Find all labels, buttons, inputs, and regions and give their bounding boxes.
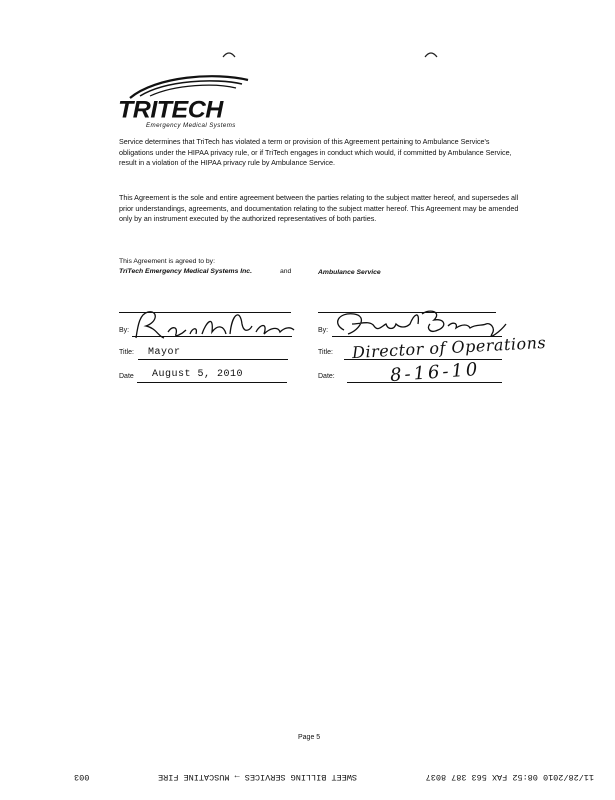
party-right: Ambulance Service	[318, 269, 381, 276]
left-title-line	[138, 359, 288, 360]
right-by-label: By:	[318, 327, 329, 334]
logo-tagline: Emergency Medical Systems	[146, 122, 236, 129]
tritech-logo	[118, 70, 263, 132]
left-date-value: August 5, 2010	[152, 369, 244, 380]
left-title-value: Mayor	[148, 347, 181, 358]
left-signature	[128, 304, 298, 344]
fax-timestamp: 11/28/2010 08:52 FAX 563 387 8037	[425, 772, 594, 782]
paragraph-entire-agreement: This Agreement is the sole and entire agreement between the parties relating to the subject matter hereof, and supersedes all prior understandings, agreements, and documentation relating to the subject matter hereof. This Agreement may be amended only by an instrument executed by the authorized representatives of both parties.	[119, 193, 519, 223]
paragraph-termination: Service determines that TriTech has violated a term or provision of this Agreement pertaining to Ambulance Service's obligations under the HIPAA privacy rule, or if TriTech engages in conduct which would, if committed by Ambulance Service, result in a violation of the HIPAA privacy rule by Ambulance Service.	[119, 137, 512, 167]
punch-mark-left	[222, 50, 236, 58]
punch-mark-right	[424, 50, 438, 58]
agreed-heading: This Agreement is agreed to by:	[119, 258, 215, 265]
fax-route: SWEET BILLING SERVICES → MUSCATINE FIRE	[158, 772, 357, 782]
right-date-label: Date:	[318, 373, 335, 380]
right-title-value: Director of Operations	[351, 332, 547, 363]
left-date-label: Date	[119, 373, 134, 380]
logo-wordmark: TRITECH	[118, 96, 223, 124]
right-date-value: 8-16-10	[389, 358, 482, 387]
left-by-label: By:	[119, 327, 130, 334]
party-left: TriTech Emergency Medical Systems Inc.	[119, 268, 252, 275]
page-number: Page 5	[298, 734, 321, 741]
left-title-label: Title:	[119, 349, 134, 356]
fax-header-line	[74, 772, 594, 782]
fax-page-count: 003	[74, 772, 90, 782]
and-word: and	[280, 268, 292, 275]
right-title-label: Title:	[318, 349, 333, 356]
logo-swoosh-icon	[126, 70, 251, 100]
left-date-line	[137, 382, 287, 383]
